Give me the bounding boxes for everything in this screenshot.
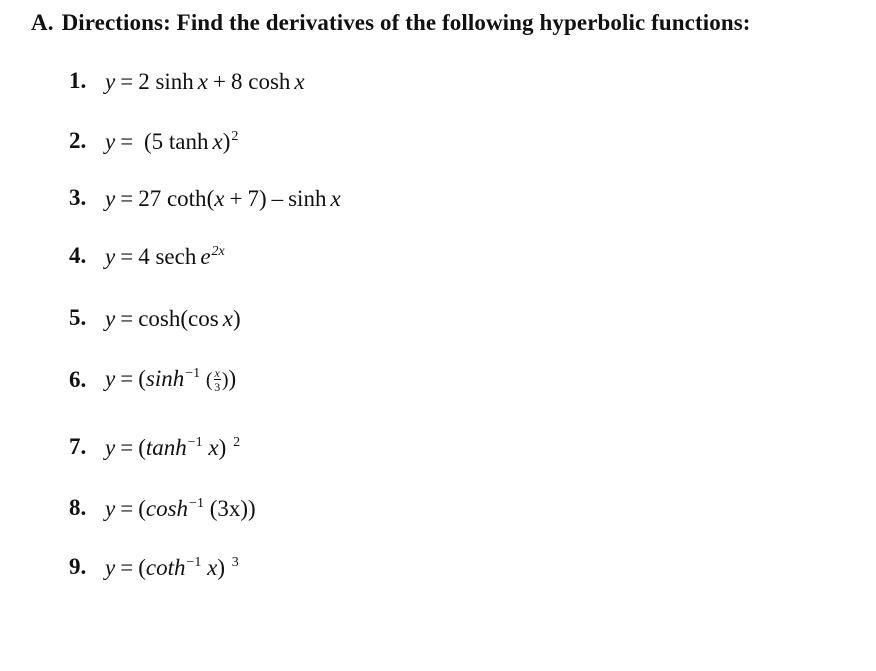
problem-number: 1. [69,68,87,93]
problem-number: 5. [69,305,87,330]
problem-number: 7. [69,434,87,459]
problem-1-expression: y = 2 sinh x + 8 cosh x [105,68,305,94]
problem-number: 9. [69,554,87,579]
problem-5-expression: y = cosh(cos x) [105,305,241,331]
problem-6 [69,362,236,398]
problem-8-expression: $y = (\cosh^{-1}$ (3x)) [105,495,256,521]
directions-text: Directions: Find the derivatives of the following hyperbolic functions: [61,10,751,35]
problem-number: 8. [69,495,87,520]
problem-3-expression: y = 27 coth(x + 7) – sinh x [105,185,341,211]
problem-2-expression: y = (5 tanh x)$^2$ [105,128,239,154]
problem-4 [69,238,225,274]
problem-7 [69,429,240,465]
problem-number: 4. [69,243,87,268]
problem-8 [69,490,256,526]
problem-number: 2. [69,128,87,153]
problem-7-expression: $y = (\tanh^{-1}$ x) $^2$ [105,434,241,460]
problem-5 [69,300,241,336]
problem-4-expression: y = 4 sech $e^{2x}$ [105,243,225,269]
problem-number: 6. [69,367,87,392]
problem-1 [69,63,305,99]
fraction: $\frac{x}{3}$ [214,366,221,395]
problem-6-expression: $y = (\sinh^{-1}$ ( $\frac{x}{3}$ )) [105,365,237,395]
problem-3 [69,180,341,216]
problem-9 [69,549,239,585]
problem-9-expression: y = (coth$^{-1}$ x) $^3$ [105,554,239,580]
section-letter: A. [31,10,54,35]
problem-2 [69,123,238,159]
problem-number: 3. [69,185,87,210]
